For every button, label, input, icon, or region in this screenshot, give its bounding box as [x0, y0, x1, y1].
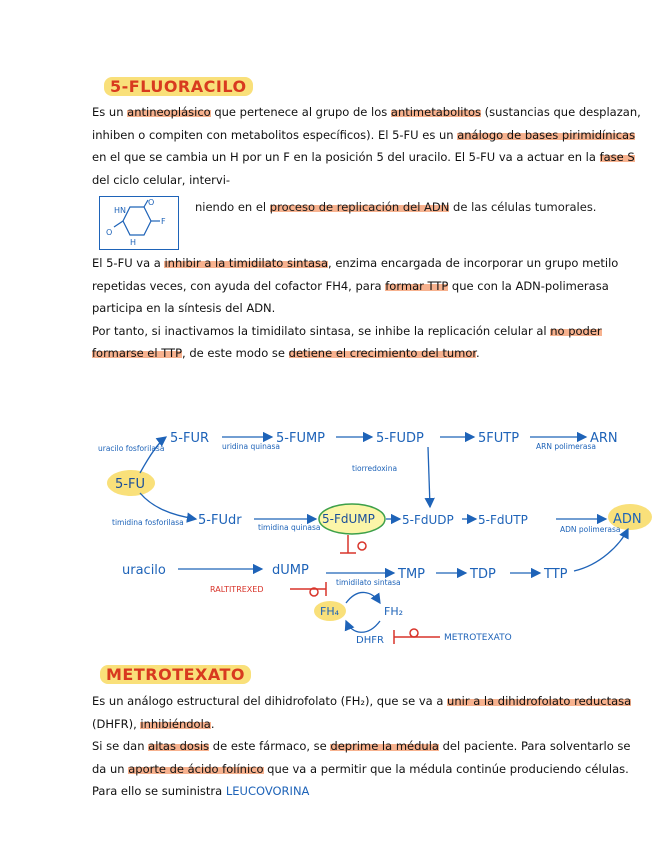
label-metrotexato: METROTEXATO: [444, 633, 512, 643]
arrow-fh4-fh2: [346, 592, 380, 603]
arrow-fu-fur: [140, 437, 166, 473]
label-raltitrexed: RALTITREXED: [210, 585, 264, 594]
label-tdp: TDP: [470, 567, 496, 582]
fluoracilo-paragraph-1b: niendo en el proceso de replicación del ADN de las células tumorales.: [195, 200, 597, 214]
label-5fu: 5-FU: [115, 477, 145, 492]
label-dhfr: DHFR: [356, 635, 384, 646]
fluoracilo-paragraph-1: Es un antineoplásico que pertenece al grupo de los antimetabolitos (sustancias que desplazan, inhiben o compiten con metabolitos específicos). El 5-FU es un análogo de bases pirimidínicas en el que se cambia un H por un F en la posición 5 del uracilo. El 5-FU va a actuar en la fase S del ciclo celular, intervi-: [92, 105, 641, 187]
svg-text:O: O: [148, 198, 155, 207]
svg-text:F: F: [161, 217, 166, 226]
minus-sign-1: [358, 542, 366, 550]
metabolic-pathway-diagram: [0, 415, 656, 655]
svg-text:HN: HN: [114, 206, 126, 215]
enzyme-uracilo-fosforilasa: uracilo fosforilasa: [98, 444, 165, 453]
enzyme-timidilato-sintasa: timidilato sintasa: [336, 578, 401, 587]
label-fh2: FH₂: [384, 605, 404, 618]
label-5fudr: 5-FUdr: [198, 513, 242, 528]
section-title-fluoracilo: 5-FLUORACILO: [104, 77, 253, 96]
label-5fump: 5-FUMP: [276, 431, 326, 446]
label-5futp: 5FUTP: [478, 431, 520, 446]
arrow-fu-fudr: [140, 493, 196, 519]
label-tmp: TMP: [398, 567, 425, 582]
enzyme-arn-polimerasa: ARN polimerasa: [536, 442, 596, 451]
label-ttp: TTP: [544, 567, 568, 582]
label-dump: dUMP: [272, 563, 309, 578]
label-5fdudp: 5-FdUDP: [402, 513, 454, 527]
enzyme-timidina-quinasa: timidina quinasa: [258, 523, 321, 532]
enzyme-timidina-fosforilasa: timidina fosforilasa: [112, 518, 184, 527]
svg-text:H: H: [130, 238, 137, 247]
arrow-fh2-fh4: [346, 621, 380, 632]
minus-sign-3: [410, 629, 418, 637]
label-fh4: FH₄: [320, 605, 340, 618]
enzyme-adn-polimerasa: ADN polimerasa: [560, 525, 621, 534]
label-uracilo: uracilo: [122, 563, 166, 578]
svg-text:O: O: [106, 228, 113, 237]
label-5fudp: 5-FUDP: [376, 431, 424, 446]
label-arn: ARN: [590, 431, 618, 446]
fluorouracil-structure-image: [99, 196, 179, 250]
enzyme-uridina-quinasa: uridina quinasa: [222, 442, 280, 451]
fluoracilo-paragraph-2: El 5-FU va a inhibir a la timidilato sintasa, enzima encargada de incorporar un grupo metilo repetidas veces, con ayuda del cofactor FH4, para formar TTP que con la ADN-polimerasa participa en la síntesis del ADN. Por tanto, si inactivamos la timidilato sintasa, se inhibe la replicación celular al no poder formarse el TTP, de este modo se detiene el crecimiento del tumor.: [92, 256, 619, 360]
label-5fur: 5-FUR: [170, 431, 209, 446]
label-5fdump: 5-FdUMP: [322, 512, 375, 526]
section-title-metrotexato: METROTEXATO: [100, 665, 251, 684]
enzyme-tiorredoxina: tiorredoxina: [352, 464, 398, 473]
label-adn: ADN: [613, 512, 642, 527]
arrow-ttp-adn: [574, 529, 628, 571]
arrow-fudp-fdudp: [428, 447, 430, 507]
metrotexato-paragraph-1: Es un análogo estructural del dihidrofolato (FH₂), que se va a unir a la dihidrofolato reductasa (DHFR), inhibiéndola. Si se dan altas dosis de este fármaco, se deprime la médula del paciente. Para solventarlo se da un aporte de ácido folínico que va a permitir que la médula continúe produciendo células. Para ello se suministra LEUCOVORINA: [92, 694, 632, 798]
leucovorina-term: LEUCOVORINA: [225, 784, 310, 798]
label-5fdutp: 5-FdUTP: [478, 513, 528, 527]
